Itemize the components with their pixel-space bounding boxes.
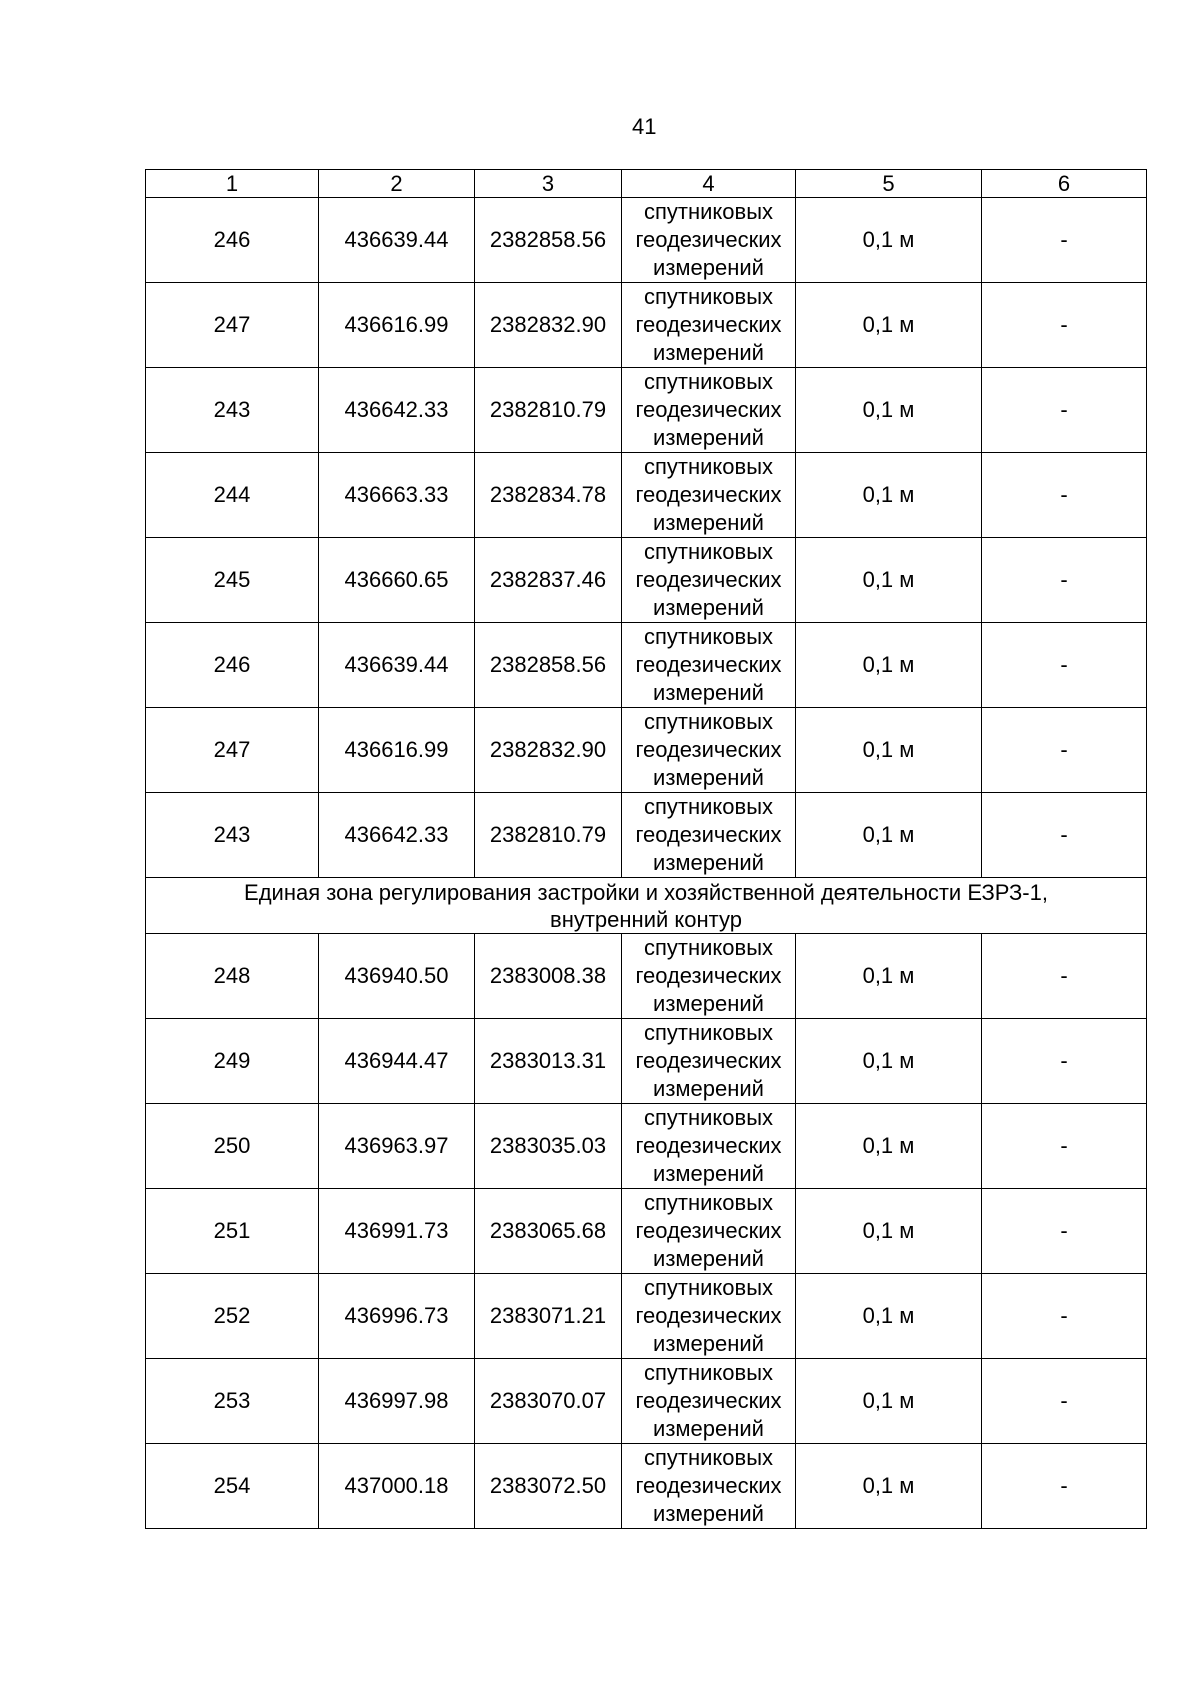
method-cell xyxy=(622,1019,796,1104)
note-cell: - xyxy=(982,1019,1147,1104)
table-row xyxy=(146,793,1147,878)
point-number-cell: 243 xyxy=(146,793,319,878)
method-line: геодезических xyxy=(635,1303,782,1328)
accuracy-cell: 0,1 м xyxy=(796,623,982,708)
section-title-line: внутренний контур xyxy=(550,906,742,932)
y-coordinate-cell: 2382837.46 xyxy=(475,538,622,623)
method-line: измерений xyxy=(653,1501,764,1526)
method-cell xyxy=(622,538,796,623)
note-cell: - xyxy=(982,708,1147,793)
section-title-row xyxy=(146,878,1147,934)
method-cell xyxy=(622,283,796,368)
method-line: спутниковых xyxy=(643,284,774,309)
method-line: геодезических xyxy=(635,1048,782,1073)
point-number-cell: 251 xyxy=(146,1189,319,1274)
x-coordinate-cell: 436642.33 xyxy=(319,368,475,453)
y-coordinate-cell: 2382858.56 xyxy=(475,623,622,708)
x-coordinate-cell: 436940.50 xyxy=(319,934,475,1019)
method-cell xyxy=(622,934,796,1019)
point-number-cell: 247 xyxy=(146,708,319,793)
method-line: измерений xyxy=(653,255,764,280)
accuracy-cell: 0,1 м xyxy=(796,1359,982,1444)
method-line: геодезических xyxy=(635,482,782,507)
point-number-cell: 254 xyxy=(146,1444,319,1529)
note-cell: - xyxy=(982,198,1147,283)
y-coordinate-cell: 2383065.68 xyxy=(475,1189,622,1274)
y-coordinate-cell: 2383072.50 xyxy=(475,1444,622,1529)
column-number-cell: 3 xyxy=(475,170,622,198)
method-line: спутниковых xyxy=(643,369,774,394)
table-row xyxy=(146,1359,1147,1444)
x-coordinate-cell: 436639.44 xyxy=(319,623,475,708)
method-line: геодезических xyxy=(635,737,782,762)
method-line: спутниковых xyxy=(643,539,774,564)
accuracy-cell: 0,1 м xyxy=(796,793,982,878)
method-line: измерений xyxy=(653,510,764,535)
section-title-cell xyxy=(146,878,1147,934)
x-coordinate-cell: 436616.99 xyxy=(319,708,475,793)
point-number-cell: 244 xyxy=(146,453,319,538)
method-line: спутниковых xyxy=(643,1105,774,1130)
column-number-cell: 6 xyxy=(982,170,1147,198)
method-line: измерений xyxy=(653,850,764,875)
table-row xyxy=(146,198,1147,283)
table-row xyxy=(146,1274,1147,1359)
accuracy-cell: 0,1 м xyxy=(796,1019,982,1104)
x-coordinate-cell: 437000.18 xyxy=(319,1444,475,1529)
method-line: геодезических xyxy=(635,1473,782,1498)
table-row xyxy=(146,538,1147,623)
section-title-line: Единая зона регулирования застройки и хозяйственной деятельности ЕЗРЗ-1, xyxy=(244,879,1048,905)
table-row xyxy=(146,1104,1147,1189)
point-number-cell: 243 xyxy=(146,368,319,453)
y-coordinate-cell: 2382810.79 xyxy=(475,793,622,878)
method-line: измерений xyxy=(653,680,764,705)
method-line: измерений xyxy=(653,425,764,450)
method-line: измерений xyxy=(653,595,764,620)
x-coordinate-cell: 436997.98 xyxy=(319,1359,475,1444)
y-coordinate-cell: 2382832.90 xyxy=(475,708,622,793)
method-line: геодезических xyxy=(635,312,782,337)
table-body xyxy=(146,170,1147,1529)
method-line: геодезических xyxy=(635,652,782,677)
point-number-cell: 249 xyxy=(146,1019,319,1104)
column-number-cell: 5 xyxy=(796,170,982,198)
accuracy-cell: 0,1 м xyxy=(796,1274,982,1359)
method-line: измерений xyxy=(653,1076,764,1101)
method-line: спутниковых xyxy=(643,1190,774,1215)
x-coordinate-cell: 436639.44 xyxy=(319,198,475,283)
method-line: спутниковых xyxy=(643,624,774,649)
method-line: геодезических xyxy=(635,822,782,847)
table-row xyxy=(146,708,1147,793)
method-line: спутниковых xyxy=(643,454,774,479)
accuracy-cell: 0,1 м xyxy=(796,1189,982,1274)
x-coordinate-cell: 436991.73 xyxy=(319,1189,475,1274)
column-number-row xyxy=(146,170,1147,198)
note-cell: - xyxy=(982,1444,1147,1529)
table-row xyxy=(146,623,1147,708)
point-number-cell: 246 xyxy=(146,623,319,708)
accuracy-cell: 0,1 м xyxy=(796,934,982,1019)
accuracy-cell: 0,1 м xyxy=(796,708,982,793)
method-cell xyxy=(622,368,796,453)
y-coordinate-cell: 2383008.38 xyxy=(475,934,622,1019)
method-line: спутниковых xyxy=(643,1360,774,1385)
point-number-cell: 252 xyxy=(146,1274,319,1359)
column-number-cell: 2 xyxy=(319,170,475,198)
note-cell: - xyxy=(982,1189,1147,1274)
point-number-cell: 248 xyxy=(146,934,319,1019)
method-line: спутниковых xyxy=(643,935,774,960)
method-line: спутниковых xyxy=(643,794,774,819)
method-line: геодезических xyxy=(635,963,782,988)
accuracy-cell: 0,1 м xyxy=(796,368,982,453)
method-line: измерений xyxy=(653,1246,764,1271)
x-coordinate-cell: 436963.97 xyxy=(319,1104,475,1189)
method-cell xyxy=(622,793,796,878)
x-coordinate-cell: 436616.99 xyxy=(319,283,475,368)
accuracy-cell: 0,1 м xyxy=(796,1104,982,1189)
x-coordinate-cell: 436663.33 xyxy=(319,453,475,538)
y-coordinate-cell: 2382858.56 xyxy=(475,198,622,283)
method-line: спутниковых xyxy=(643,1275,774,1300)
accuracy-cell: 0,1 м xyxy=(796,198,982,283)
point-number-cell: 247 xyxy=(146,283,319,368)
method-cell xyxy=(622,1104,796,1189)
method-line: измерений xyxy=(653,1416,764,1441)
method-line: спутниковых xyxy=(643,709,774,734)
table-row xyxy=(146,1444,1147,1529)
method-line: спутниковых xyxy=(643,199,774,224)
method-line: геодезических xyxy=(635,227,782,252)
note-cell: - xyxy=(982,1359,1147,1444)
method-cell xyxy=(622,1359,796,1444)
method-line: геодезических xyxy=(635,567,782,592)
method-cell xyxy=(622,708,796,793)
y-coordinate-cell: 2383013.31 xyxy=(475,1019,622,1104)
method-line: измерений xyxy=(653,1331,764,1356)
method-line: измерений xyxy=(653,340,764,365)
method-line: измерений xyxy=(653,1161,764,1186)
note-cell: - xyxy=(982,538,1147,623)
method-cell xyxy=(622,623,796,708)
accuracy-cell: 0,1 м xyxy=(796,1444,982,1529)
x-coordinate-cell: 436660.65 xyxy=(319,538,475,623)
table-row xyxy=(146,368,1147,453)
point-number-cell: 245 xyxy=(146,538,319,623)
note-cell: - xyxy=(982,934,1147,1019)
note-cell: - xyxy=(982,453,1147,538)
method-line: геодезических xyxy=(635,397,782,422)
method-line: геодезических xyxy=(635,1388,782,1413)
y-coordinate-cell: 2382810.79 xyxy=(475,368,622,453)
point-number-cell: 250 xyxy=(146,1104,319,1189)
method-line: измерений xyxy=(653,765,764,790)
method-line: спутниковых xyxy=(643,1020,774,1045)
table-row xyxy=(146,453,1147,538)
point-number-cell: 246 xyxy=(146,198,319,283)
note-cell: - xyxy=(982,623,1147,708)
method-line: спутниковых xyxy=(643,1445,774,1470)
accuracy-cell: 0,1 м xyxy=(796,283,982,368)
method-cell xyxy=(622,1274,796,1359)
page-number-text: 41 xyxy=(632,114,657,139)
method-cell xyxy=(622,198,796,283)
y-coordinate-cell: 2383035.03 xyxy=(475,1104,622,1189)
method-cell xyxy=(622,453,796,538)
y-coordinate-cell: 2383071.21 xyxy=(475,1274,622,1359)
x-coordinate-cell: 436944.47 xyxy=(319,1019,475,1104)
accuracy-cell: 0,1 м xyxy=(796,453,982,538)
column-number-cell: 4 xyxy=(622,170,796,198)
y-coordinate-cell: 2382834.78 xyxy=(475,453,622,538)
method-cell xyxy=(622,1444,796,1529)
note-cell: - xyxy=(982,283,1147,368)
y-coordinate-cell: 2382832.90 xyxy=(475,283,622,368)
table-row xyxy=(146,1189,1147,1274)
method-line: геодезических xyxy=(635,1218,782,1243)
table-row xyxy=(146,283,1147,368)
point-number-cell: 253 xyxy=(146,1359,319,1444)
column-number-cell: 1 xyxy=(146,170,319,198)
coordinates-table xyxy=(145,169,1147,1529)
accuracy-cell: 0,1 м xyxy=(796,538,982,623)
table-row xyxy=(146,934,1147,1019)
note-cell: - xyxy=(982,368,1147,453)
note-cell: - xyxy=(982,1104,1147,1189)
method-line: измерений xyxy=(653,991,764,1016)
method-line: геодезических xyxy=(635,1133,782,1158)
x-coordinate-cell: 436996.73 xyxy=(319,1274,475,1359)
note-cell: - xyxy=(982,1274,1147,1359)
note-cell: - xyxy=(982,793,1147,878)
x-coordinate-cell: 436642.33 xyxy=(319,793,475,878)
method-cell xyxy=(622,1189,796,1274)
table-row xyxy=(146,1019,1147,1104)
y-coordinate-cell: 2383070.07 xyxy=(475,1359,622,1444)
